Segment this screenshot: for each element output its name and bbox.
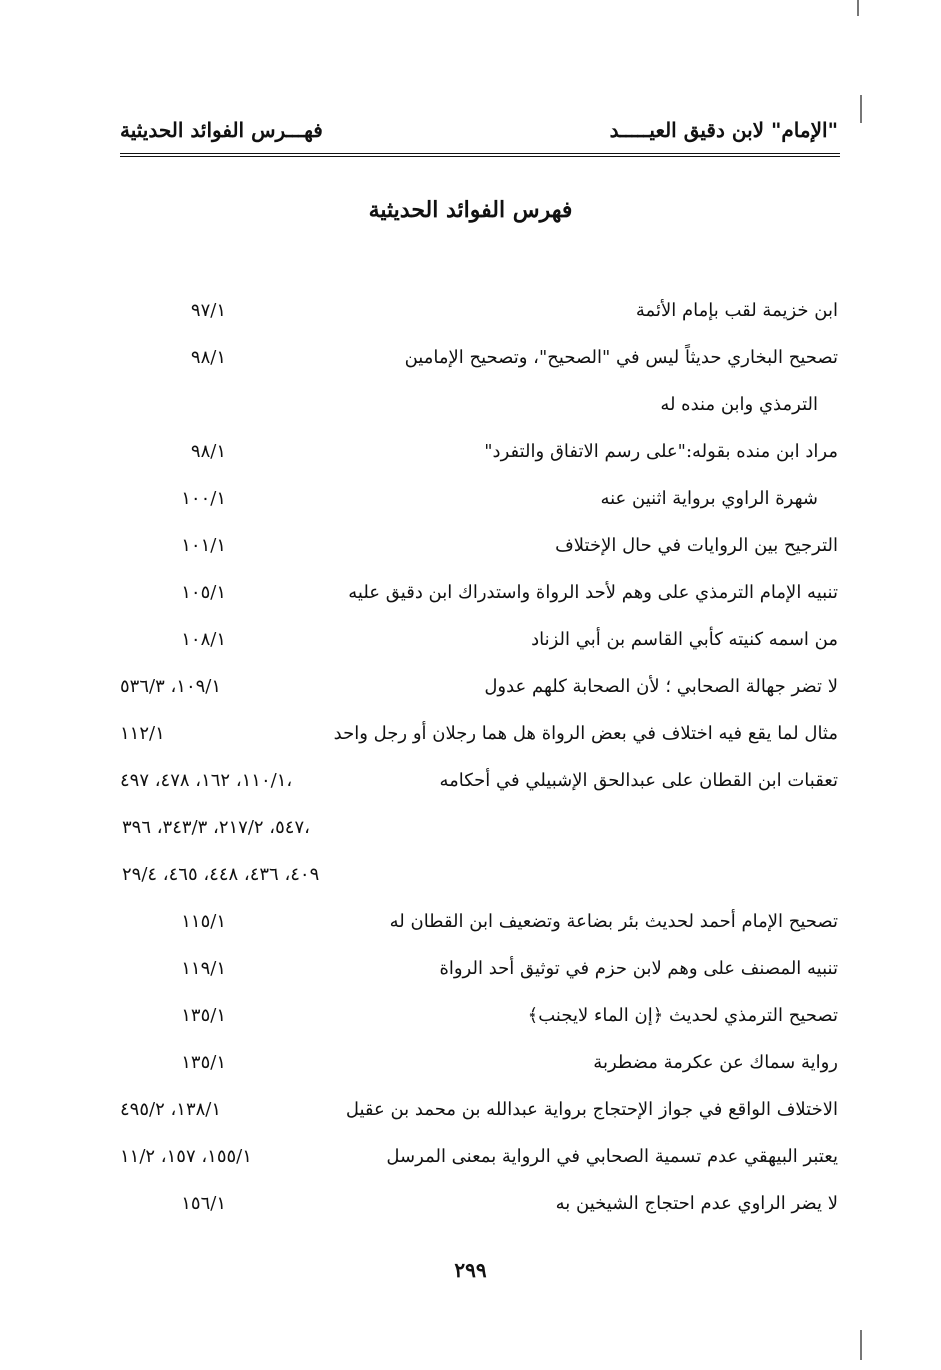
entry-reference-cont: ٥٤٧، ٢١٧/٢، ٣٤٣/٣، ٣٩٦، [122,817,310,838]
index-entry [120,668,838,715]
index-entry [120,292,838,339]
entry-topic: رواية سماك عن عكرمة مضطربة [593,1052,838,1073]
running-header [120,118,838,152]
index-entry [120,903,838,950]
entry-topic: الترجيح بين الروايات في حال الإختلاف [555,535,838,556]
entry-topic: تصحيح الترمذي لحديث ﴿إن الماء لايجنب﴾ [527,1005,838,1026]
entry-topic: تنبيه الإمام الترمذي على وهم لأحد الرواة واستدراك ابن دقيق عليه [348,582,838,603]
scan-edge-mark [860,95,862,123]
entry-reference: ٩٨/١ [190,347,226,368]
entry-reference: ١١٩/١ [181,958,226,979]
entry-topic: تصحيح الإمام أحمد لحديث بئر بضاعة وتضعيف ابن القطان له [389,911,838,932]
index-entry [120,621,838,668]
index-reference-continuation [120,856,838,903]
book-title: "الإمام" لابن دقيق العيـــــد [609,118,838,142]
entry-reference: ١٥٦/١ [181,1193,226,1214]
entry-topic: مثال لما يقع فيه اختلاف في بعض الرواة هل هما رجلان أو رجل واحد [333,723,838,744]
index-reference-continuation [120,809,838,856]
entry-topic: مراد ابن منده بقوله:"على رسم الاتفاق والتفرد" [484,441,838,462]
index-list [120,292,838,1232]
scan-edge-mark [857,0,859,16]
entry-topic: تصحيح البخاري حديثاً ليس في "الصحيح"، وتصحيح الإمامين [404,347,838,368]
entry-reference: ٩٨/١ [190,441,226,462]
entry-reference: ١١٠/١، ١٦٢، ٤٧٨، ٤٩٧، [120,770,293,791]
index-entry [120,1138,838,1185]
entry-reference: ١١٥/١ [181,911,226,932]
entry-reference: ١٣٥/١ [181,1052,226,1073]
entry-topic: تنبيه المصنف على وهم لابن حزم في توثيق أحد الرواة [439,958,838,979]
index-entry [120,433,838,480]
entry-topic: من اسمه كنيته كأبي القاسم بن أبي الزناد [531,629,838,650]
index-entry-continuation [120,386,838,433]
entry-reference-cont: ٤٠٩، ٤٣٦، ٤٤٨، ٤٦٥، ٢٩/٤ [122,864,320,885]
entry-topic: يعتبر البيهقي عدم تسمية الصحابي في الرواية بمعنى المرسل [386,1146,838,1167]
index-entry [120,997,838,1044]
index-entry [120,339,838,386]
entry-topic: شهرة الراوي برواية اثنين عنه [600,488,818,509]
index-entry [120,762,838,809]
entry-topic: لا يضر الراوي عدم احتجاج الشيخين به [555,1193,838,1214]
entry-reference: ١٠٩/١، ٥٣٦/٣ [120,676,222,697]
index-entry [120,950,838,997]
index-entry [120,715,838,762]
index-entry [120,1091,838,1138]
entry-reference: ١٣٨/١، ٤٩٥/٢ [120,1099,222,1120]
entry-topic: الاختلاف الواقع في جواز الإحتجاج برواية عبدالله بن محمد بن عقيل [345,1099,838,1120]
entry-reference: ٩٧/١ [190,300,226,321]
entry-reference: ١٠١/١ [181,535,226,556]
entry-reference: ١٠٥/١ [181,582,226,603]
entry-reference: ١٠٠/١ [181,488,226,509]
entry-topic: تعقبات ابن القطان على عبدالحق الإشبيلي في أحكامه [439,770,838,791]
entry-topic: الترمذي وابن منده له [660,394,818,415]
index-entry [120,480,838,527]
header-divider [120,153,840,157]
entry-reference: ١١٢/١ [120,723,165,744]
entry-topic: لا تضر جهالة الصحابي ؛ لأن الصحابة كلهم عدول [484,676,838,697]
page-number: ٢٩٩ [454,1258,487,1282]
entry-reference: ١٥٥/١، ١٥٧، ١١/٢ [120,1146,252,1167]
entry-topic: ابن خزيمة لقب بإمام الأئمة [635,300,838,321]
section-title: فهـــرس الفوائد الحديثية [120,118,323,142]
page-title: فهرس الفوائد الحديثية [368,197,573,223]
index-entry [120,1185,838,1232]
scan-edge-mark [860,1330,862,1360]
entry-reference: ١٠٨/١ [181,629,226,650]
index-entry [120,527,838,574]
index-entry [120,1044,838,1091]
index-entry [120,574,838,621]
entry-reference: ١٣٥/١ [181,1005,226,1026]
